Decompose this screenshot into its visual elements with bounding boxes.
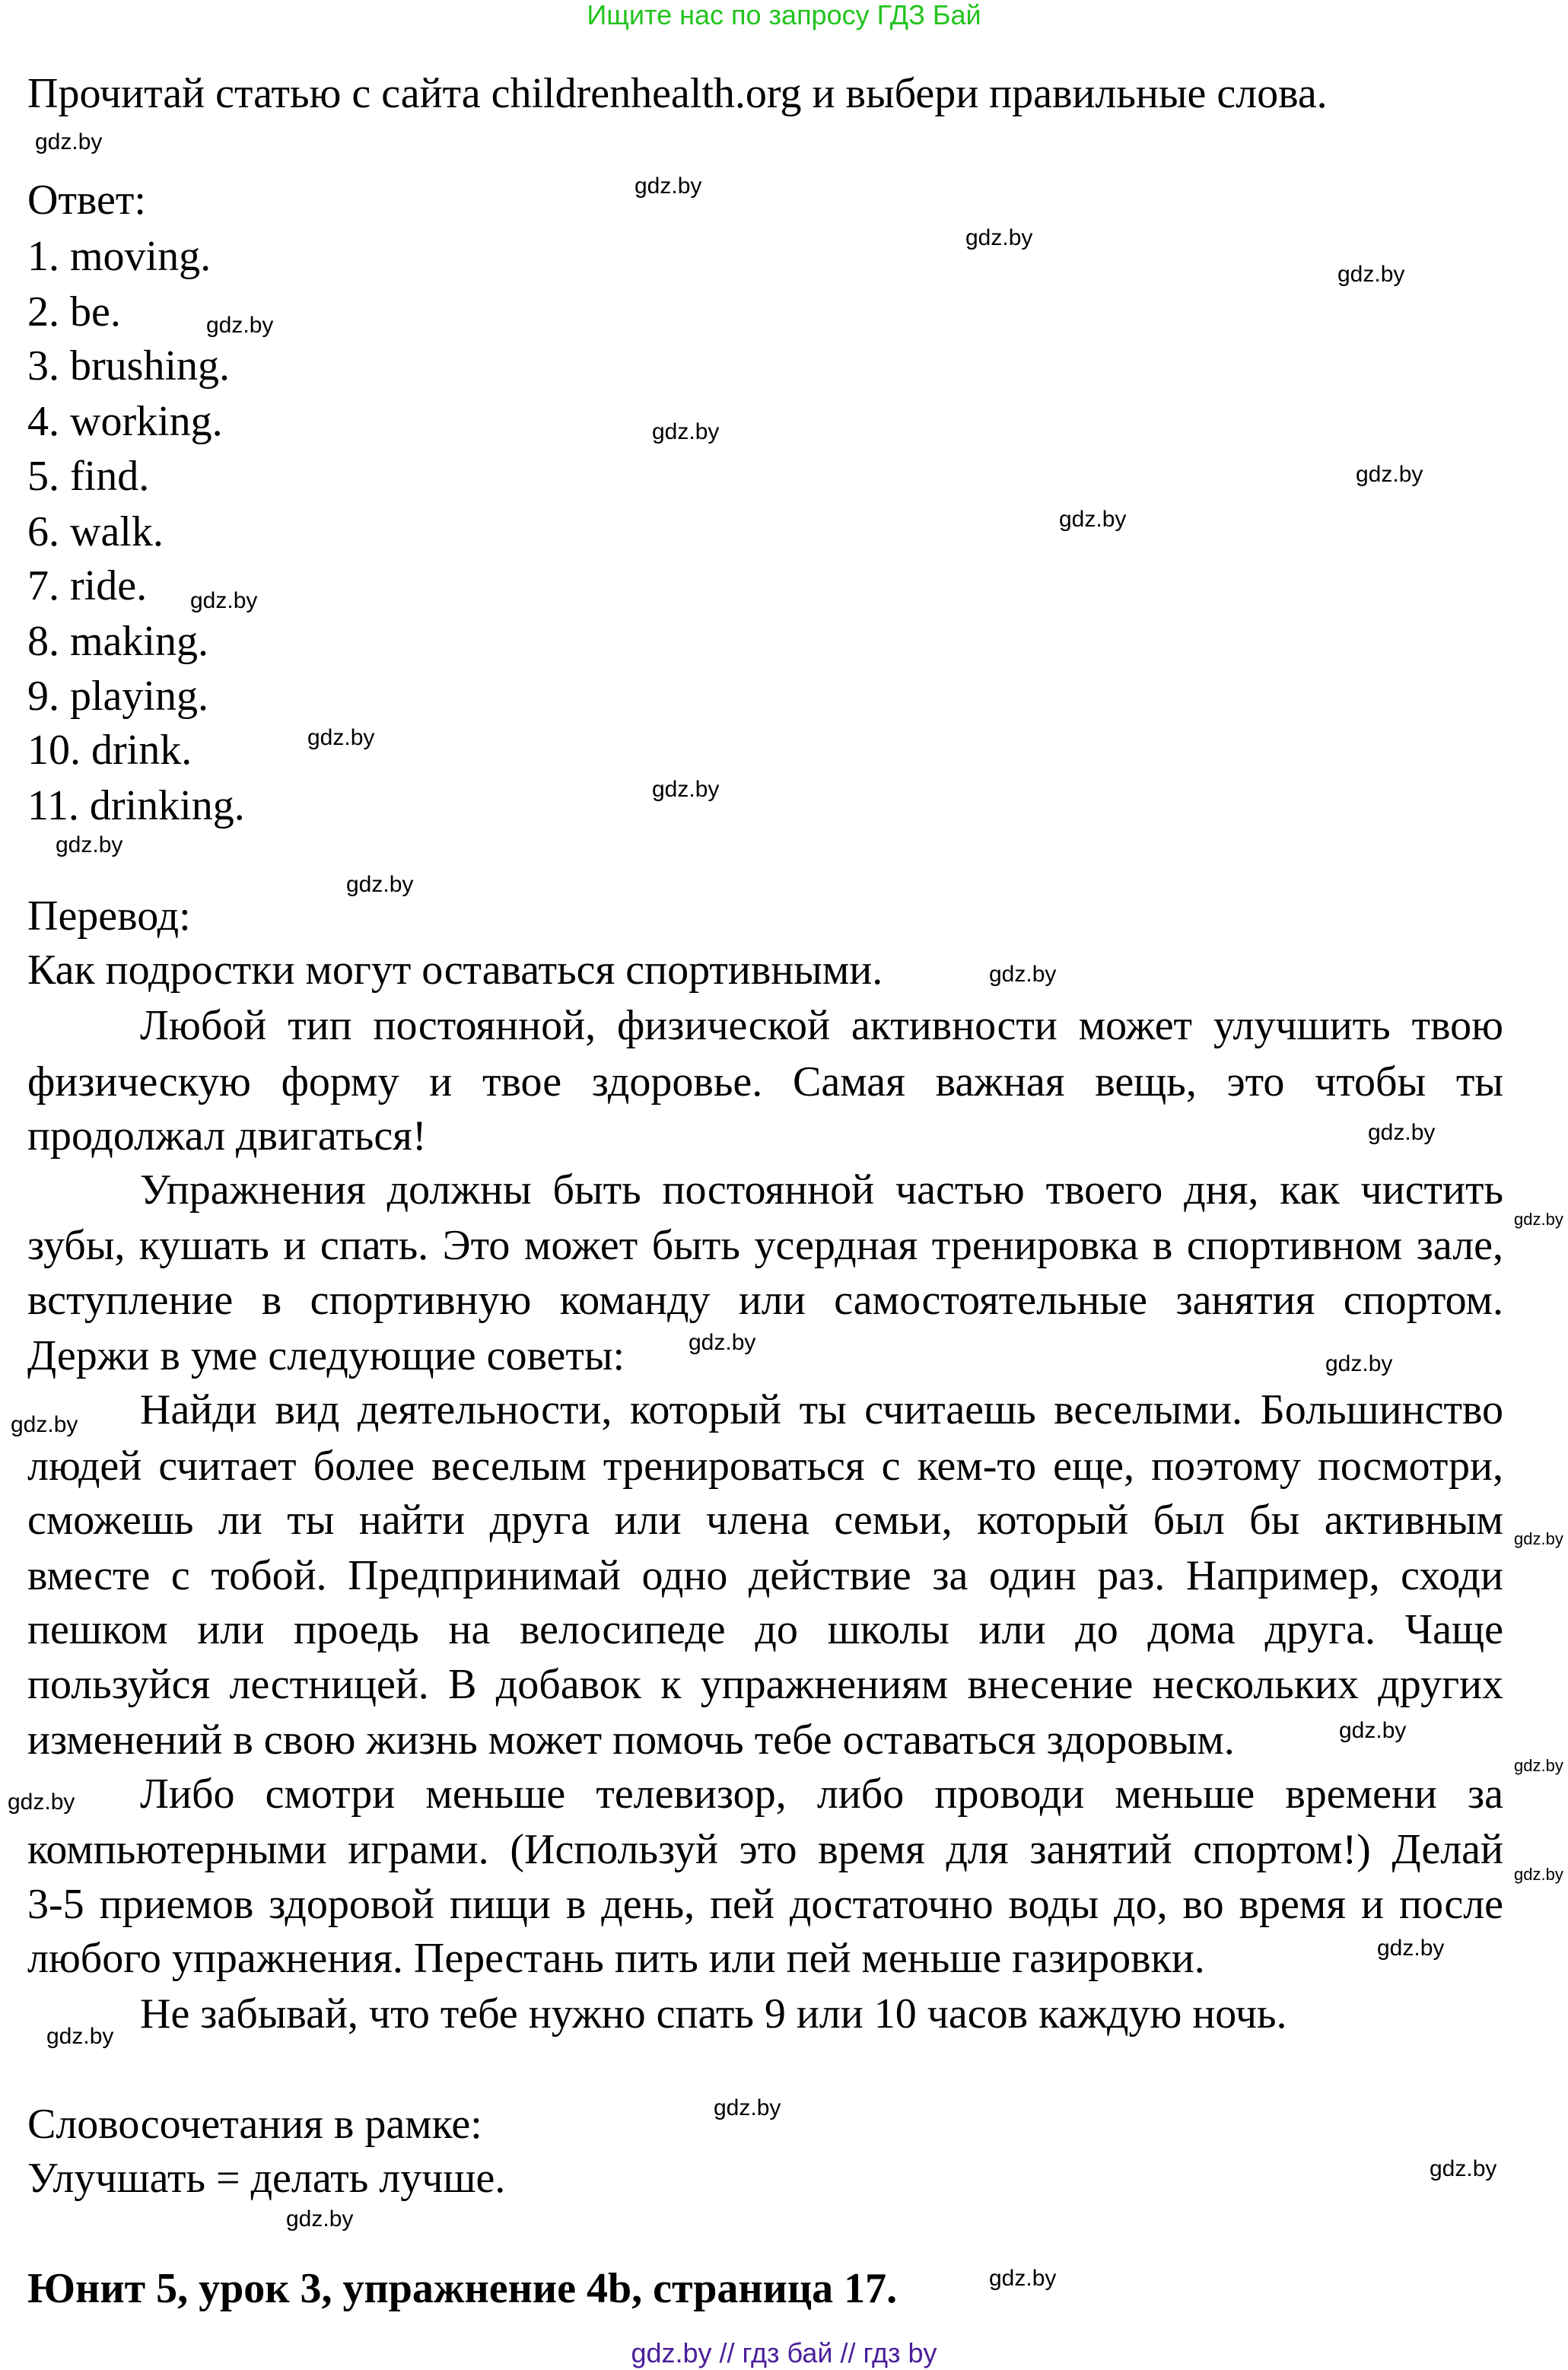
watermark: gdz.by xyxy=(1368,1120,1436,1145)
footer-links[interactable]: gdz.by // гдз бай // гдз by xyxy=(631,2337,937,2368)
watermark: gdz.by xyxy=(635,173,702,199)
translation-line: Не забывай, что тебе нужно спать 9 или 10 часов каждую ночь. xyxy=(140,1990,1287,2038)
watermark: gdz.by xyxy=(1430,2156,1497,2181)
watermark: gdz.by xyxy=(989,2266,1057,2291)
watermark: gdz.by xyxy=(1514,1210,1563,1229)
answer-item: 10. drink. xyxy=(27,727,192,774)
translation-line: продолжал двигаться! xyxy=(27,1112,427,1160)
watermark: gdz.by xyxy=(714,2095,781,2120)
translation-line: любого упражнения. Перестань пить или пей меньше газировки. xyxy=(27,1935,1205,1982)
watermark: gdz.by xyxy=(1337,262,1405,287)
watermark: gdz.by xyxy=(35,129,103,154)
watermark: gdz.by xyxy=(346,872,414,897)
watermark: gdz.by xyxy=(1325,1351,1393,1376)
answer-item: 2. be. xyxy=(27,288,121,336)
translation-line: зубы, кушать и спать. Это может быть усердная тренировка в спортивном зале, xyxy=(27,1222,1503,1269)
watermark: gdz.by xyxy=(307,725,375,750)
translation-title: Как подростки могут оставаться спортивными. xyxy=(27,946,883,994)
watermark: gdz.by xyxy=(206,313,274,338)
source-reference: Юнит 5, урок 3, упражнение 4b, страница 17. xyxy=(27,2265,898,2312)
translation-line: пешком или проедь на велосипеде до школы или до дома друга. Чаще xyxy=(27,1606,1503,1653)
search-banner[interactable]: Ищите нас по запросу ГДЗ Бай xyxy=(587,0,981,30)
watermark: gdz.by xyxy=(56,832,123,857)
watermark: gdz.by xyxy=(190,588,258,613)
watermark: gdz.by xyxy=(1339,1718,1407,1743)
translation-line: компьютерными играми. (Используй это время для занятий спортом!) Делай xyxy=(27,1826,1503,1873)
translation-line: вместе с тобой. Предпринимай одно действие за один раз. Например, сходи xyxy=(27,1552,1503,1599)
answer-item: 9. playing. xyxy=(27,673,208,720)
watermark: gdz.by xyxy=(1514,1756,1563,1775)
watermark: gdz.by xyxy=(652,777,720,802)
watermark: gdz.by xyxy=(8,1789,75,1815)
answer-item: 7. ride. xyxy=(27,562,148,609)
translation-line: Найди вид деятельности, который ты считаешь веселыми. Большинство xyxy=(140,1386,1503,1433)
watermark: gdz.by xyxy=(1377,1936,1445,1961)
phrases-label: Словосочетания в рамке: xyxy=(27,2101,482,2148)
translation-line: Упражнения должны быть постоянной частью твоего дня, как чистить xyxy=(140,1166,1503,1214)
watermark: gdz.by xyxy=(689,1330,756,1355)
translation-line: Либо смотри меньше телевизор, либо проводи меньше времени за xyxy=(140,1770,1503,1818)
answer-item: 4. working. xyxy=(27,398,223,445)
watermark: gdz.by xyxy=(11,1412,78,1437)
watermark: gdz.by xyxy=(286,2206,354,2232)
translation-line: пользуйся лестницей. В добавок к упражнениям внесение нескольких других xyxy=(27,1661,1503,1708)
watermark: gdz.by xyxy=(1514,1529,1563,1548)
watermark: gdz.by xyxy=(965,225,1033,250)
answer-item: 11. drinking. xyxy=(27,782,245,829)
watermark: gdz.by xyxy=(1356,462,1423,487)
answer-label: Ответ: xyxy=(27,177,146,224)
translation-line: сможешь ли ты найти друга или члена семьи, который был бы активным xyxy=(27,1497,1503,1544)
phrase-text: Улучшать = делать лучше. xyxy=(27,2155,506,2202)
translation-line: Держи в уме следующие советы: xyxy=(27,1332,625,1379)
translation-line: Любой тип постоянной, физической активности может улучшить твою xyxy=(140,1002,1503,1049)
answer-item: 5. find. xyxy=(27,453,150,500)
watermark: gdz.by xyxy=(46,2024,114,2049)
watermark: gdz.by xyxy=(652,419,720,444)
translation-line: людей считает более веселым тренироваться с кем-то еще, поэтому посмотри, xyxy=(27,1443,1503,1490)
watermark: gdz.by xyxy=(1059,507,1127,532)
answer-item: 3. brushing. xyxy=(27,342,230,390)
answer-item: 8. making. xyxy=(27,618,208,665)
translation-line: физическую форму и твое здоровье. Самая важная вещь, это чтобы ты xyxy=(27,1058,1503,1105)
translation-line: 3-5 приемов здоровой пищи в день, пей достаточно воды до, во время и после xyxy=(27,1881,1503,1928)
task-text: Прочитай статью с сайта childrenhealth.org и выбери правильные слова. xyxy=(27,70,1328,117)
watermark: gdz.by xyxy=(1514,1865,1563,1884)
translation-label: Перевод: xyxy=(27,892,191,940)
answer-item: 6. walk. xyxy=(27,508,164,555)
answer-item: 1. moving. xyxy=(27,233,212,280)
watermark: gdz.by xyxy=(989,962,1057,987)
translation-line: изменений в свою жизнь может помочь тебе оставаться здоровым. xyxy=(27,1716,1235,1764)
translation-line: вступление в спортивную команду или самостоятельные занятия спортом. xyxy=(27,1277,1503,1324)
